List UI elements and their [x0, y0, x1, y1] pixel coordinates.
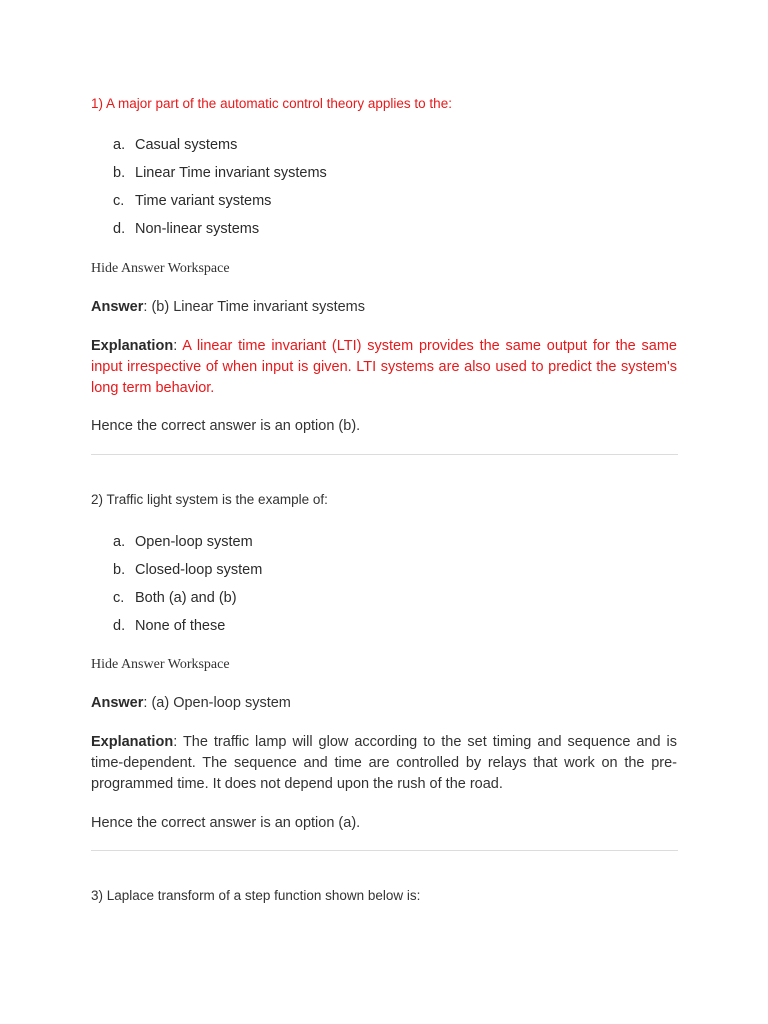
option-letter: b.: [113, 562, 126, 578]
explanation-text: The traffic lamp will glow according to the set timing and sequence and is time-dependent. The sequence and time are controlled by relays that work on the pre-programmed time. It does not depend upon the rush of the road.: [91, 734, 677, 792]
question-2-options: [113, 528, 262, 640]
option-text: Casual systems: [135, 137, 238, 153]
option-letter: b.: [113, 165, 126, 181]
hence-line: Hence the correct answer is an option (a).: [91, 815, 361, 831]
option-item: [113, 131, 327, 159]
question-2-title: 2) Traffic light system is the example of:: [91, 492, 328, 507]
option-text: Linear Time invariant systems: [135, 165, 327, 181]
explanation-label: Explanation: [91, 734, 174, 750]
option-letter: d.: [113, 618, 126, 634]
explanation-paragraph: [91, 336, 677, 399]
option-item: [113, 612, 262, 640]
question-3-title: 3) Laplace transform of a step function shown below is:: [91, 888, 421, 903]
option-letter: a.: [113, 137, 126, 153]
explanation-separator: :: [173, 734, 183, 750]
option-letter: c.: [113, 193, 125, 209]
option-item: [113, 215, 327, 243]
question-1-options: [113, 131, 327, 243]
answer-line: [91, 693, 291, 713]
answer-label: Answer: [91, 299, 144, 315]
question-1-title: 1) A major part of the automatic control theory applies to the:: [91, 96, 452, 111]
option-item: [113, 528, 262, 556]
explanation-paragraph: [91, 732, 677, 795]
hence-line: Hence the correct answer is an option (b).: [91, 418, 361, 434]
answer-text: : (a) Open-loop system: [143, 695, 291, 711]
explanation-text: A linear time invariant (LTI) system provides the same output for the same input irrespective of when input is given. LTI systems are also used to predict the system's long term behavior.: [91, 338, 677, 396]
option-item: [113, 584, 262, 612]
option-item: [113, 159, 327, 187]
divider: [91, 850, 678, 851]
explanation-separator: :: [173, 338, 183, 354]
option-item: [113, 556, 262, 584]
option-letter: a.: [113, 534, 126, 550]
option-text: Open-loop system: [135, 534, 253, 550]
option-text: Time variant systems: [135, 193, 272, 209]
hide-answer-workspace-link[interactable]: Hide Answer Workspace: [91, 657, 230, 672]
answer-text: : (b) Linear Time invariant systems: [143, 299, 365, 315]
option-text: Non-linear systems: [135, 221, 260, 237]
option-text: None of these: [135, 618, 226, 634]
hide-answer-workspace-link[interactable]: Hide Answer Workspace: [91, 261, 230, 276]
option-letter: d.: [113, 221, 126, 237]
option-letter: c.: [113, 590, 125, 606]
answer-label: Answer: [91, 695, 144, 711]
answer-line: [91, 297, 365, 317]
explanation-label: Explanation: [91, 338, 174, 354]
option-text: Closed-loop system: [135, 562, 263, 578]
option-text: Both (a) and (b): [135, 590, 237, 606]
divider: [91, 454, 678, 455]
option-item: [113, 187, 327, 215]
